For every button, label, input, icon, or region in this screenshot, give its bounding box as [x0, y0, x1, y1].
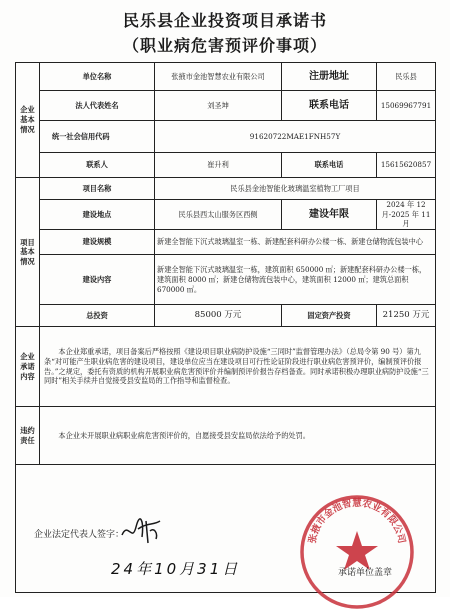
company-name-value: 张掖市金池智慧农业有限公司	[155, 63, 282, 91]
phone-label: 联系电话	[282, 91, 377, 121]
section-company: 企业基本情况	[16, 63, 40, 178]
liability-text: 本企业未开展职业病职业病危害预评价的，自愿接受县安监局依法给予的处罚。	[40, 407, 436, 465]
address-label: 注册地址	[282, 63, 377, 91]
document-subtitle: （职业病危害预评价事项）	[122, 36, 327, 55]
phone-value: 15069967791	[377, 91, 436, 121]
company-seal	[298, 493, 416, 611]
fixed-assets-label: 固定资产投资	[282, 305, 377, 327]
company-name-label: 单位名称	[40, 63, 155, 91]
contact-value: 崔升利	[155, 153, 282, 178]
period-value: 2024 年 12 月-2025 年 11 月	[377, 200, 436, 230]
scale-value: 新建全智能下沉式玻璃温室一栋、新建配套科研办公楼一栋、新建仓储物流包装中心	[155, 230, 436, 255]
contact-phone-label: 联系电话	[282, 153, 377, 178]
fixed-assets-value: 21250 万元	[377, 305, 436, 327]
investment-value: 85000 万元	[155, 305, 282, 327]
project-name-value: 民乐县金池智能化玻璃温室植物工厂项目	[155, 178, 436, 200]
section-commitment: 企业承诺内容	[16, 327, 40, 407]
scale-label: 建设规模	[40, 230, 155, 255]
contact-label: 联系人	[40, 153, 155, 178]
svg-text:张掖市金池智慧农业有限公司: 张掖市金池智慧农业有限公司	[307, 497, 407, 545]
content-label: 建设内容	[40, 255, 155, 305]
credit-code-value: 91620722MAE1FNH57Y	[155, 121, 436, 153]
legal-rep-sign-label: 企业法定代表人签字：	[34, 530, 125, 540]
section-project: 项目基本情况	[16, 178, 40, 327]
section-liability: 违约责任	[16, 407, 40, 465]
seal-label: 承诺单位盖章	[338, 568, 393, 578]
credit-code-label: 统一社会信用代码	[40, 121, 155, 153]
handwritten-date: 24年10月31日	[111, 560, 241, 578]
legal-rep-label: 法人代表姓名	[40, 91, 155, 121]
handwritten-signature	[120, 517, 162, 545]
contact-phone-value: 15615620857	[377, 153, 436, 178]
project-name-label: 项目名称	[40, 178, 155, 200]
signature-area	[16, 461, 434, 589]
investment-label: 总投资	[40, 305, 155, 327]
document-title: 民乐县企业投资项目承诺书	[122, 11, 327, 30]
commitment-text: 本企业郑重承诺，项目备案后严格按照《建设项目职业病防护设施“三同时”监督管理办法》（总局令第 90 号）第九条“对可能产生职业病危害的建设项目，建设单位应当在建设项目可行性论证阶段进行职业病危害预评价，编制预评价报告。”之规定，委托有资质的机构开展职业病危害预评价并编制预评价报告存档备查。同时承诺积极办理职业病防护设施“三同时”相关手续并自觉接受县安监局的工作指导和监督检查。	[40, 327, 436, 407]
legal-rep-value: 刘圣坤	[155, 91, 282, 121]
period-label: 建设年限	[282, 200, 377, 230]
location-label: 建设地点	[40, 200, 155, 230]
location-value: 民乐县西太山服务区西侧	[155, 200, 282, 230]
content-value: 新建全智能下沉式玻璃温室一栋，建筑面积 650000 ㎡；新建配套科研办公楼一栋，建筑面积 8000 ㎡；新建仓储物流包装中心，建筑面积 12000 ㎡；建筑总面积 670000 ㎡。	[155, 255, 436, 305]
address-value: 民乐县	[377, 63, 436, 91]
